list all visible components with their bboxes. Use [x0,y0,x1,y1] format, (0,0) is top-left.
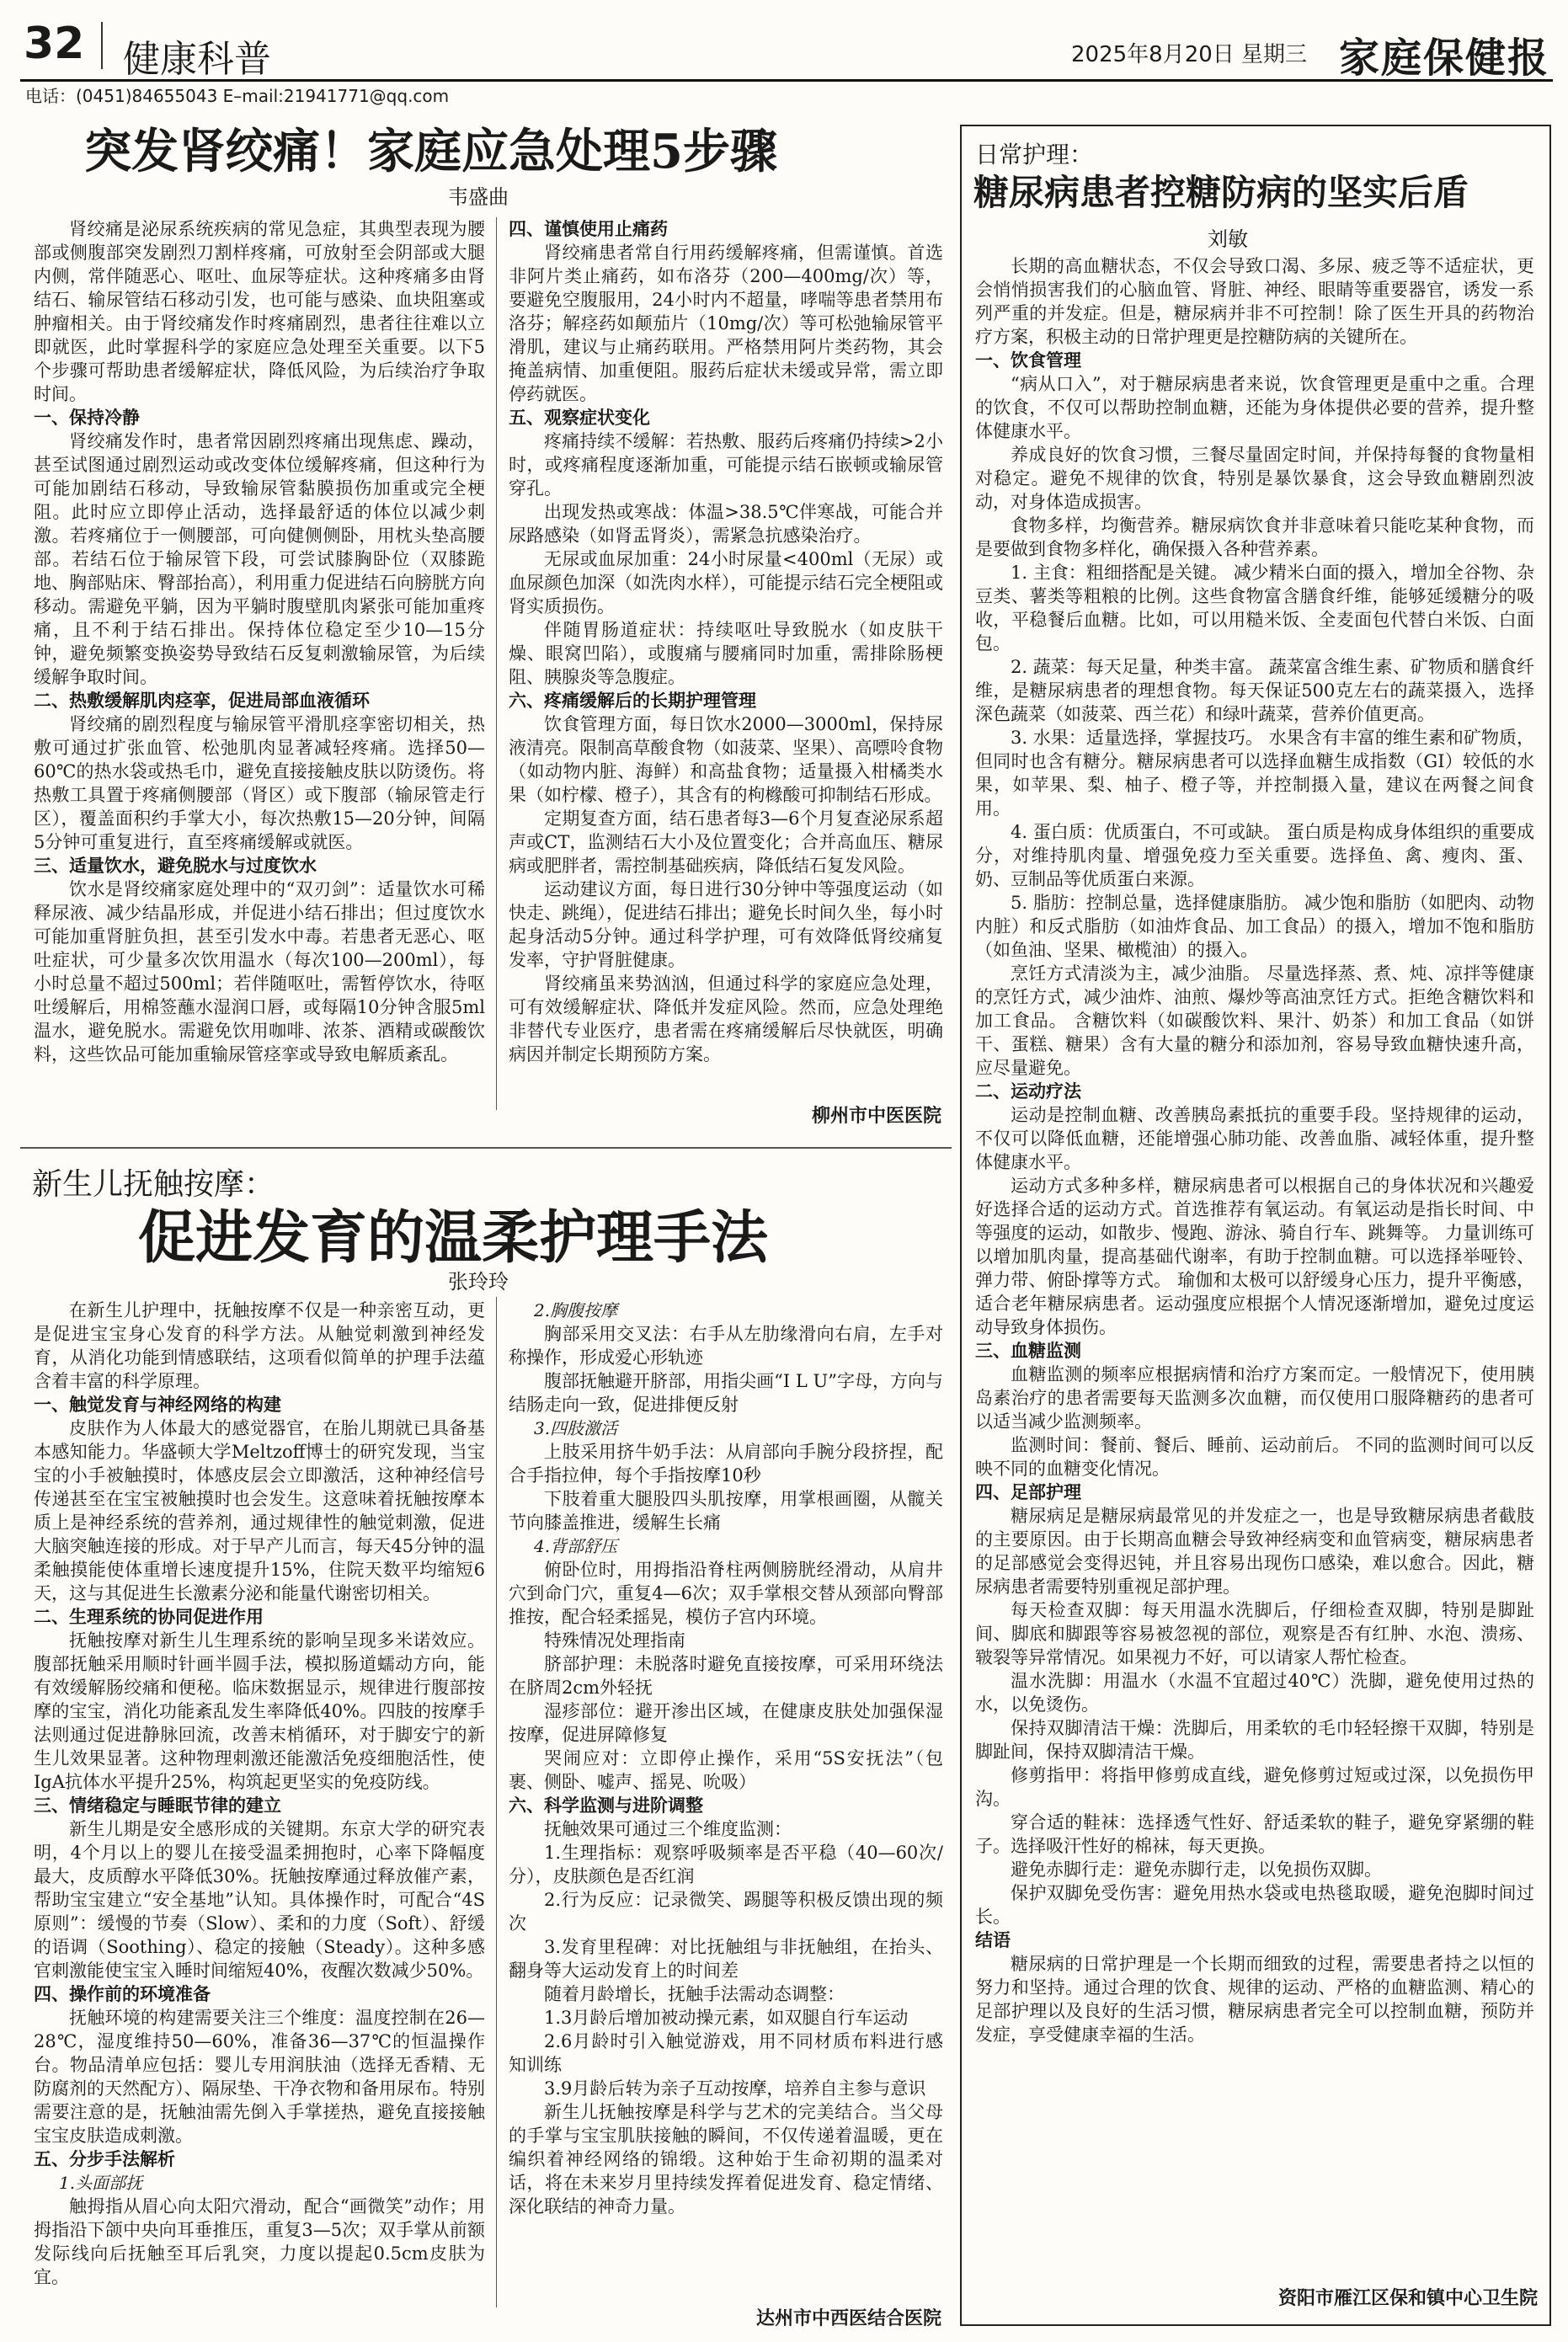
paragraph: 特殊情况处理指南 [544,1630,685,1651]
article-kicker: 新生儿抚触按摩： [32,1167,275,1202]
contact-line: 电话：(0451)84655043 E–mail:21941771@qq.com [25,86,450,106]
section-heading: 三、情绪稳定与睡眠节律的建立 [34,1795,281,1816]
article-column-left [34,217,485,1135]
paragraph: 1. 主食：粗细搭配是关键。 减少精米白面的摄入，增加全谷物、杂豆类、薯类等粗粮的比例。这些食物富含膳食纤维，能够延缓糖分的吸收，平稳餐后血糖。比如，可以用糙米饭、全麦面包代替白米饭、白面包。 [975,563,1534,654]
article-title: 糖尿病患者控糖防病的坚实后盾 [973,172,1469,213]
article-diabetes-care [960,125,1551,2326]
paragraph: 每天检查双脚：每天用温水洗脚后，仔细检查双脚，特别是脚趾间、脚底和脚跟等容易被忽视的部位，观察是否有红肿、水泡、溃疡、皲裂等异常情况。如果视力不好，可以请家人帮忙检查。 [975,1600,1534,1667]
paragraph: 脐部护理：未脱落时避免直接按摩，可采用环绕法在脐周2cm外轻抚 [509,1654,943,1698]
column-rule [496,217,497,1110]
paragraph: 1.3月龄后增加被动操元素，如双腿自行车运动 [544,2008,909,2028]
column-rule [496,1297,497,2307]
article-column-right [509,1299,943,2301]
paragraph: 哭闹应对：立即停止操作，采用“5S安抚法”（包裹、侧卧、嘘声、摇晃、吮吸） [509,1748,943,1792]
section-heading: 结语 [975,1930,1011,1950]
intro-paragraph: 肾绞痛是泌尿系统疾病的常见急症，其典型表现为腰部或侧腹部突发剧烈刀割样疼痛，可放射至会阴部或大腿内侧，常伴随恶心、呕吐、血尿等症状。这种疼痛多由肾结石、输尿管结石移动引发，也可能与感染、血块阻塞或肿瘤相关。由于肾绞痛发作时疼痛剧烈，患者往往难以立即就医，此时掌握科学的家庭应急处理至关重要。以下5个步骤可帮助患者缓解症状，降低风险，为后续治疗争取时间。 [34,219,485,404]
paragraph: 新生儿期是安全感形成的关键期。东京大学的研究表明，4个月以上的婴儿在接受温柔拥抱时，心率下降幅度最大，皮质醇水平降低30%。抚触按摩通过释放催产素，帮助宝宝建立“安全基地”认知。具体操作时，可配合“4S原则”：缓慢的节奏（Slow）、柔和的力度（Soft）、舒缓的语调（Soothing）、稳定的接触（Steady）。这种多感官刺激能使宝宝入睡时间缩短40%，夜醒次数减少50%。 [34,1819,485,1981]
paragraph: 避免赤脚行走：避免赤脚行走，以免损伤双脚。 [1011,1859,1382,1880]
paragraph: 上肢采用挤牛奶手法：从肩部向手腕分段挤捏，配合手指拉伸，每个手指按摩10秒 [509,1442,943,1486]
paragraph: 随着月龄增长，抚触手法需动态调整： [544,1984,845,2004]
section-heading: 三、适量饮水，避免脱水与过度饮水 [34,856,317,876]
paragraph: 运动是控制血糖、改善胰岛素抵抗的重要手段。坚持规律的运动，不仅可以降低血糖，还能增强心肺功能、改善血脂、减轻体重，提升整体健康水平。 [975,1105,1534,1172]
section-heading: 二、生理系统的协同促进作用 [34,1607,264,1627]
paragraph: 伴随胃肠道症状：持续呕吐导致脱水（如皮肤干燥、眼窝凹陷），或腹痛与腰痛同时加重，需排除肠梗阻、胰腺炎等急腹症。 [509,620,943,687]
section-heading: 六、疼痛缓解后的长期护理管理 [509,691,756,711]
sub-heading: 2.胸腹按摩 [534,1300,618,1320]
paragraph: 俯卧位时，用拇指沿脊柱两侧膀胱经滑动，从肩井穴到命门穴，重复4—6次；双手掌根交替从颈部向臀部推按，配合轻柔摇晃，模仿子宫内环境。 [509,1560,943,1627]
article-author: 刘敏 [1208,227,1248,251]
paragraph: 5. 脂肪：控制总量，选择健康脂肪。 减少饱和脂肪（如肥肉、动物内脏）和反式脂肪（如油炸食品、加工食品）的摄入，增加不饱和脂肪（如鱼油、坚果、橄榄油）的摄入。 [975,893,1534,960]
paragraph: 保持双脚清洁干燥：洗脚后，用柔软的毛巾轻轻擦干双脚，特别是脚趾间，保持双脚清洁干燥。 [975,1718,1534,1762]
paragraph: 养成良好的饮食习惯，三餐尽量固定时间，并保持每餐的食物量相对稳定。避免不规律的饮食，特别是暴饮暴食，这会导致血糖剧烈波动，对身体造成损害。 [975,445,1534,512]
paragraph: 胸部采用交叉法：右手从左肋缘滑向右肩，左手对称操作，形成爱心形轨迹 [509,1324,943,1368]
section-heading: 二、运动疗法 [975,1081,1081,1102]
paragraph: 无尿或血尿加重：24小时尿量<400ml（无尿）或血尿颜色加深（如洗肉水样），可能提示结石完全梗阻或肾实质损伤。 [509,549,943,616]
paragraph: 保护双脚免受伤害：避免用热水袋或电热毯取暖，避免泡脚时间过长。 [975,1883,1534,1927]
intro-paragraph: 长期的高血糖状态，不仅会导致口渴、多尿、疲乏等不适症状，更会悄悄损害我们的心脑血管、肾脏、神经、眼睛等重要器官，诱发一系列严重的并发症。但是，糖尿病并非不可控制！除了医生开具的药物治疗方案，积极主动的日常护理更是控糖防病的关键所在。 [975,256,1534,347]
paragraph: 腹部抚触避开脐部，用指尖画“I L U”字母，方向与结肠走向一致，促进排便反射 [509,1371,943,1415]
section-heading: 六、科学监测与进阶调整 [509,1795,703,1816]
paragraph: 监测时间：餐前、餐后、睡前、运动前后。 不同的监测时间可以反映不同的血糖变化情况。 [975,1435,1534,1479]
paragraph: 肾绞痛患者常自行用药缓解疼痛，但需谨慎。首选非阿片类止痛药，如布洛芬（200—400mg/次）等，要避免空腹服用，24小时内不超量，哮喘等患者禁用布洛芬；解痉药如颠茄片（10mg/次）等可松弛输尿管平滑肌，建议与止痛药联用。严格禁用阿片类药物，其会掩盖病情、加重便阻。服药后症状未缓或异常，需立即停药就医。 [509,243,943,404]
paragraph: 3.发育里程碑：对比抚触组与非抚触组，在抬头、翻身等大运动发育上的时间差 [509,1937,943,1981]
paragraph: 抚触按摩对新生儿生理系统的影响呈现多米诺效应。腹部抚触采用顺时针画半圆手法，模拟肠道蠕动方向，能有效缓解肠绞痛和便秘。临床数据显示，规律进行腹部按摩的宝宝，消化功能紊乱发生率降低40%。四肢的按摩手法则通过促进静脉回流，改善末梢循环，对于脚安宁的新生儿效果显著。这种物理刺激还能激活免疫细胞活性，使IgA抗体水平提升25%，构筑起更坚实的免疫防线。 [34,1630,485,1792]
masthead [20,12,1553,82]
section-heading: 三、血糖监测 [975,1341,1081,1361]
article-source: 资阳市雁江区保和镇中心卫生院 [1277,2288,1538,2309]
paragraph: 饮食管理方面，每日饮水2000—3000ml，保持尿液清亮。限制高草酸食物（如菠菜、坚果）、高嘌呤食物（如动物内脏、海鲜）和高盐食物；适量摄入柑橘类水果（如柠檬、橙子），其含有的枸橼酸可抑制结石形成。 [509,714,943,805]
section-heading: 一、触觉发育与神经网络的构建 [34,1395,281,1415]
paragraph: 下肢着重大腿股四头肌按摩，用掌根画圈，从髋关节向膝盖推进，缓解生长痛 [509,1489,943,1533]
paragraph: 运动建议方面，每日进行30分钟中等强度运动（如快走、跳绳），促进结石排出；避免长时间久坐，每小时起身活动5分钟。通过科学护理，可有效降低肾绞痛复发率，守护肾脏健康。 [509,879,943,970]
paragraph: 修剪指甲：将指甲修剪成直线，避免修剪过短或过深，以免损伤甲沟。 [975,1765,1534,1809]
paragraph: 出现发热或寒战：体温>38.5℃伴寒战，可能合并尿路感染（如肾盂肾炎），需紧急抗感染治疗。 [509,502,943,546]
sub-heading: 1.头面部抚 [59,2173,143,2193]
issue-date: 2025年8月20日 星期三 [1071,42,1308,67]
paragraph: 新生儿抚触按摩是科学与艺术的完美结合。当父母的手掌与宝宝肌肤接触的瞬间，不仅传递着温暖，更在编织着神经网络的锦缎。这种始于生命初期的温柔对话，将在未来岁月里持续发挥着促进发育、稳定情绪、深化联结的神奇力量。 [509,2102,943,2217]
paragraph: 4. 蛋白质：优质蛋白，不可或缺。 蛋白质是构成身体组织的重要成分，对维持肌肉量、增强免疫力至关重要。选择鱼、禽、瘦肉、蛋、奶、豆制品等优质蛋白来源。 [975,822,1534,889]
article-column-left [34,1299,485,2330]
story-divider [20,1147,952,1149]
intro-paragraph: 在新生儿护理中，抚触按摩不仅是一种亲密互动，更是促进宝宝身心发育的科学方法。从触觉刺激到神经发育，从消化功能到情感联结，这项看似简单的护理手法蕴含着丰富的科学原理。 [34,1300,485,1391]
section-heading: 五、观察症状变化 [509,408,650,428]
section-heading: 一、保持冷静 [34,408,140,428]
paragraph: 肾绞痛的剧烈程度与输尿管平滑肌痉挛密切相关，热敷可通过扩张血管、松弛肌肉显著减轻疼痛。选择50—60℃的热水袋或热毛巾，避免直接接触皮肤以防烫伤。将热敷工具置于疼痛侧腰部（肾区）或下腹部（输尿管走行区），覆盖面积约手掌大小，每次热敷15—20分钟，间隔5分钟可重复进行，直至疼痛缓解或就医。 [34,714,485,852]
article-author: 韦盛曲 [448,185,509,209]
paragraph: 穿合适的鞋袜：选择透气性好、舒适柔软的鞋子，避免穿紧绷的鞋子。选择吸汗性好的棉袜，每天更换。 [975,1812,1534,1856]
paragraph: 肾绞痛发作时，患者常因剧烈疼痛出现焦虑、躁动，甚至试图通过剧烈运动或改变体位缓解疼痛，但这种行为可能加剧结石移动，导致输尿管黏膜损伤加重或完全梗阻。此时应立即停止活动，选择最舒适的体位以减少刺激。若疼痛位于一侧腰部，可向健侧侧卧，用枕头垫高腰部。若结石位于输尿管下段，可尝试膝胸卧位（双膝跪地、胸部贴床、臀部抬高），利用重力促进结石向膀胱方向移动。需避免平躺，因为平躺时腹壁肌肉紧张可能加重疼痛，且不利于结石排出。保持体位稳定至少10—15分钟，避免频繁变换姿势导致结石反复刺激输尿管，为后续缓解争取时间。 [34,431,485,687]
page-number: 32 [24,19,85,69]
newspaper-brand: 家庭保健报 [1338,35,1549,82]
paragraph: 运动方式多种多样，糖尿病患者可以根据自己的身体状况和兴趣爱好选择合适的运动方式。首选推荐有氧运动。有氧运动是指长时间、中等强度的运动，如散步、慢跑、游泳、骑自行车、跳舞等。 力量训练可以增加肌肉量，提高基础代谢率，有助于控制血糖。可以选择举哑铃、弹力带、俯卧撑等方式。 瑜伽和太极可以舒缓身心压力，提升平衡感，适合老年糖尿病患者。运动强度应根据个人情况逐渐增加，避免过度运动导致身体损伤。 [975,1176,1534,1337]
paragraph: 湿疹部位：避开渗出区域，在健康皮肤处加强保湿按摩，促进屏障修复 [509,1701,943,1745]
paragraph: 2.6月龄时引入触觉游戏，用不同材质布料进行感知训练 [509,2031,943,2075]
section-heading: 四、谨慎使用止痛药 [509,219,668,239]
masthead-divider [101,22,103,69]
article-source: 达州市中西医结合医院 [755,2308,941,2329]
paragraph: 血糖监测的频率应根据病情和治疗方案而定。一般情况下，使用胰岛素治疗的患者需要每天监测多次血糖，而仅使用口服降糖药的患者可以适当减少监测频率。 [975,1364,1534,1432]
paragraph: 烹饪方式清淡为主，减少油脂。 尽量选择蒸、煮、炖、凉拌等健康的烹饪方式，减少油炸、油煎、爆炒等高油烹饪方式。拒绝含糖饮料和加工食品。 含糖饮料（如碳酸饮料、果汁、奶茶）和加工食品（如饼干、蛋糕、糖果）含有大量的糖分和添加剂，容易导致血糖快速升高，应尽量避免。 [975,963,1534,1078]
paragraph: 疼痛持续不缓解：若热敷、服药后疼痛仍持续>2小时，或疼痛程度逐渐加重，可能提示结石嵌顿或输尿管穿孔。 [509,431,943,499]
section-heading: 五、分步手法解析 [34,2149,175,2169]
sub-heading: 4.背部舒压 [534,1536,618,1556]
paragraph: 皮肤作为人体最大的感觉器官，在胎儿期就已具备基本感知能力。华盛顿大学Meltzoff博士的研究发现，当宝宝的小手被触摸时，体感皮层会立即激活，这种神经信号传递甚至在宝宝被触摸时也会发生。这意味着抚触按摩本质上是神经系统的营养剂，通过规律性的触觉刺激，促进大脑突触连接的形成。对于早产儿而言，每天45分钟的温柔触摸能使体重增长速度提升15%，住院天数平均缩短6天，这与其促进生长激素分泌和能量代谢密切相关。 [34,1418,485,1603]
paragraph: 食物多样，均衡营养。糖尿病饮食并非意味着只能吃某种食物，而是要做到食物多样化，确保摄入各种营养素。 [975,515,1534,559]
paragraph: 2. 蔬菜：每天足量，种类丰富。 蔬菜富含维生素、矿物质和膳食纤维，是糖尿病患者的理想食物。每天保证500克左右的蔬菜摄入，选择深色蔬菜（如菠菜、西兰花）和绿叶蔬菜，营养价值更高。 [975,657,1534,724]
paragraph: 2.行为反应：记录微笑、踢腿等积极反馈出现的频次 [509,1890,943,1934]
paragraph: 糖尿病的日常护理是一个长期而细致的过程，需要患者持之以恒的努力和坚持。通过合理的饮食、规律的运动、严格的血糖监测、精心的足部护理以及良好的生活习惯，糖尿病患者完全可以控制血糖，预防并发症，享受健康幸福的生活。 [975,1954,1534,2045]
sub-heading: 3.四肢激活 [534,1418,618,1438]
section-heading: 二、热敷缓解肌肉痉挛，促进局部血液循环 [34,691,370,711]
paragraph: 3.9月龄后转为亲子互动按摩，培养自主参与意识 [544,2078,926,2099]
paragraph: 饮水是肾绞痛家庭处理中的“双刃剑”：适量饮水可稀释尿液、减少结晶形成，并促进小结石排出；但过度饮水可能加重肾脏负担，甚至引发水中毒。若患者无恶心、呕吐症状，可少量多次饮用温水（每次100—200ml），每小时总量不超过500ml；若伴随呕吐，需暂停饮水，待呕吐缓解后，用棉签蘸水湿润口唇，或每隔10分钟含服5ml温水，避免脱水。需避免饮用咖啡、浓茶、酒精或碳酸饮料，这些饮品可能加重输尿管痉挛或导致电解质紊乱。 [34,879,485,1064]
paragraph: 1.生理指标：观察呼吸频率是否平稳（40—60次/分），皮肤颜色是否红润 [509,1843,943,1886]
paragraph: “病从口入”，对于糖尿病患者来说，饮食管理更是重中之重。合理的饮食，不仅可以帮助控制血糖，还能为身体提供必要的营养，提升整体健康水平。 [975,374,1534,441]
paragraph: 抚触效果可通过三个维度监测： [544,1819,792,1839]
article-title: 促进发育的温柔护理手法 [138,1204,769,1272]
paragraph: 3. 水果：适量选择，掌握技巧。 水果含有丰富的维生素和矿物质，但同时也含有糖分。糖尿病患者可以选择血糖生成指数（GI）较低的水果，如苹果、梨、柚子、橙子等，并控制摄入量，建议在两餐之间食用。 [975,728,1534,819]
article-source: 柳州市中医医院 [811,1106,941,1127]
paragraph: 温水洗脚：用温水（水温不宜超过40℃）洗脚，避免使用过热的水，以免烫伤。 [975,1671,1534,1715]
article-title: 突发肾绞痛！家庭应急处理5步骤 [84,124,777,179]
article-column [975,254,1534,2259]
section-heading: 一、饮食管理 [975,350,1081,371]
section-name: 健康科普 [123,38,271,81]
section-heading: 四、操作前的环境准备 [34,1984,211,2004]
paragraph: 定期复查方面，结石患者每3—6个月复查泌尿系超声或CT，监测结石大小及位置变化；合并高血压、糖尿病或肥胖者，需控制基础疾病，降低结石复发风险。 [509,808,943,876]
paragraph: 触拇指从眉心向太阳穴滑动，配合“画微笑”动作；用拇指沿下颌中央向耳垂推压，重复3—5次；双手掌从前额发际线向后抚触至耳后乳突，力度以提起0.5cm皮肤为宜。 [34,2196,485,2287]
article-kicker: 日常护理： [975,141,1094,168]
article-newborn-massage [20,1154,948,2333]
paragraph: 抚触环境的构建需要关注三个维度：温度控制在26—28℃，湿度维持50—60%，准备36—37℃的恒温操作台。物品清单应包括：婴儿专用润肤油（选择无香精、无防腐剂的天然配方）、隔尿垫、干净衣物和备用尿布。特别需要注意的是，抚触油需先倒入手掌搓热，避免直接接触宝宝皮肤造成刺激。 [34,2008,485,2146]
paragraph: 糖尿病足是糖尿病最常见的并发症之一，也是导致糖尿病患者截肢的主要原因。由于长期高血糖会导致神经病变和血管病变，糖尿病患者的足部感觉会变得迟钝，并且容易出现伤口感染，难以愈合。因此，糖尿病患者需要特别重视足部护理。 [975,1506,1534,1597]
paragraph: 肾绞痛虽来势汹汹，但通过科学的家庭应急处理，可有效缓解症状、降低并发症风险。然而，应急处理绝非替代专业医疗，患者需在疼痛缓解后尽快就医，明确病因并制定长期预防方案。 [509,974,943,1064]
article-kidney-colic [20,106,948,1142]
section-heading: 四、足部护理 [975,1482,1081,1502]
article-author: 张玲玲 [448,1270,509,1294]
article-column-right [509,217,943,1093]
